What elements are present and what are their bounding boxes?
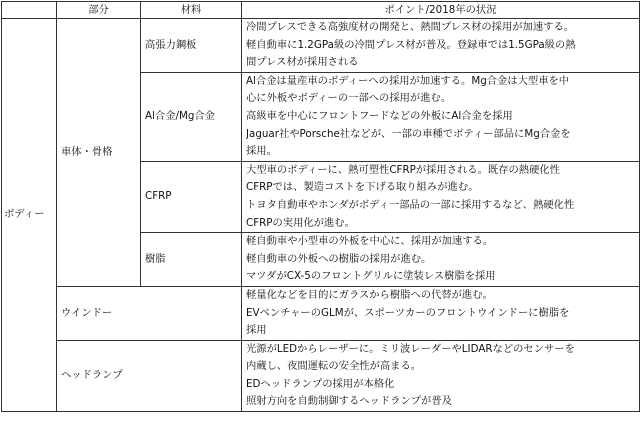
material-cell xyxy=(141,72,242,161)
header-material: 材料 xyxy=(141,2,242,19)
point-line: 軽自動車に1.2GPa級の冷間プレス材が普及。登録車では1.5GPa級の熱 xyxy=(246,38,576,51)
body-label: ボディー xyxy=(4,208,45,221)
points-cell xyxy=(242,161,640,232)
material-cell xyxy=(141,161,242,232)
point-line: 照射方向を自動制御するヘッドランプが普及 xyxy=(246,395,452,408)
header-part: 部分 xyxy=(57,2,141,19)
point-line: CFRPの実用化が進む。 xyxy=(246,216,355,229)
points-cell xyxy=(242,19,640,73)
point-line: 光源がLEDからレーザーに。ミリ波レーダーやLIDARなどのセンサーを xyxy=(246,342,575,355)
materials-table xyxy=(1,1,640,412)
material-label: 樹脂 xyxy=(145,252,166,265)
header-empty-cell xyxy=(2,2,57,19)
point-line: マツダがCX-5のフロントグリルに塗装レス樹脂を採用 xyxy=(246,270,496,283)
point-line: CFRPでは、製造コストを下げる取り組みが進む。 xyxy=(246,181,479,194)
material-label: CFRP xyxy=(145,190,172,203)
frame-label-cell xyxy=(57,19,141,287)
points-cell xyxy=(242,286,640,340)
points-cell xyxy=(242,340,640,411)
point-line: 採用 xyxy=(246,324,267,337)
point-line: 軽量化などを目的にガラスから樹脂への代替が進む。 xyxy=(246,288,493,301)
point-line: 内蔵し、夜間運転の安全性が高まる。 xyxy=(246,360,422,373)
point-line: 採用。 xyxy=(246,145,277,158)
header-row xyxy=(2,2,640,19)
point-line: トヨタ自動車やホンダがボディ一部品の一部に採用するなど、熱硬化性 xyxy=(246,198,575,211)
material-label: 高張力鋼板 xyxy=(145,38,197,51)
point-line: 間プレス材が採用される xyxy=(246,56,359,69)
window-label: ウインドー xyxy=(61,306,113,319)
point-line: EVベンチャーのGLMが、スポーツカーのフロントウインドーに樹脂を xyxy=(246,306,570,319)
window-label-cell xyxy=(57,286,242,340)
point-line: Jaguar社やPorsche社などが、一部の車種でボティー部品にMg合金を xyxy=(246,127,571,140)
headlamp-label: ヘッドランプ xyxy=(61,369,123,382)
material-cell xyxy=(141,19,242,73)
point-line: 軽自動車の外板への樹脂の採用が進む。 xyxy=(246,252,432,265)
table-row xyxy=(2,340,640,411)
point-line: 高級車を中心にフロントフードなどの外板にAl合金を採用 xyxy=(246,109,513,122)
table-row xyxy=(2,286,640,340)
points-cell xyxy=(242,233,640,287)
point-line: EDヘッドランプの採用が本格化 xyxy=(246,377,395,390)
points-cell xyxy=(242,72,640,161)
headlamp-label-cell xyxy=(57,340,242,411)
point-line: 冷間プレスできる高強度材の開発と、熱間プレス材の採用が加速する。 xyxy=(246,21,575,33)
point-line: Al合金は量産車のボディーへの採用が加速する。Mg合金は大型車を中 xyxy=(246,74,570,87)
material-cell xyxy=(141,233,242,287)
point-line: 大型車のボディーに、熱可塑性CFRPが採用される。既存の熱硬化性 xyxy=(246,163,560,176)
body-label-cell xyxy=(2,19,57,412)
header-points: ポイント/2018年の状況 xyxy=(242,2,640,19)
point-line: 軽自動車や小型車の外板を中心に、採用が加速する。 xyxy=(246,235,494,248)
material-label: Al合金/Mg合金 xyxy=(145,109,215,122)
table-row xyxy=(2,19,640,73)
point-line: 心に外板やボディーの一部への採用が進む。 xyxy=(246,92,452,105)
frame-label: 車体・骨格 xyxy=(61,145,113,158)
